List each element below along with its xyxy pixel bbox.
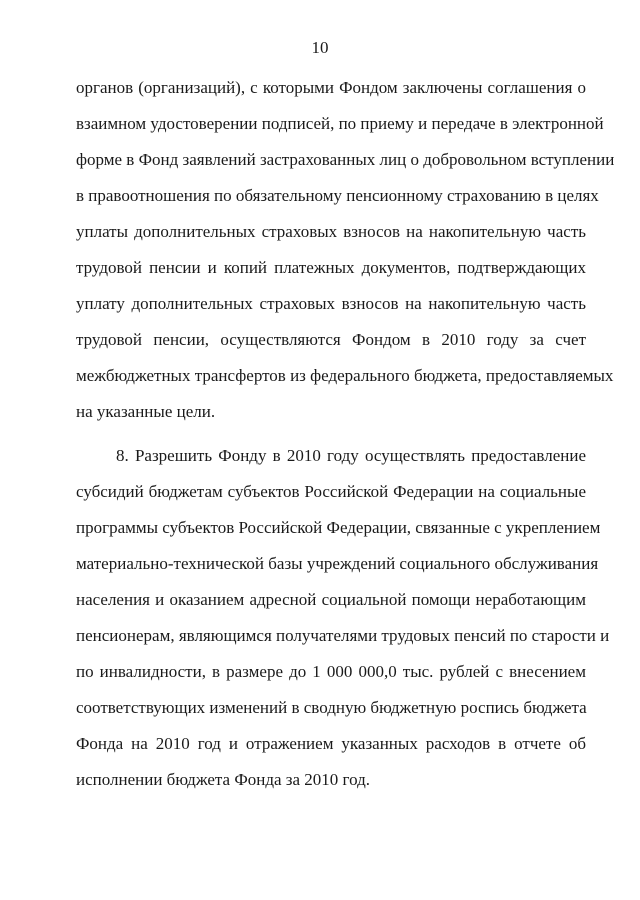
text-line: уплату дополнительных страховых взносов на накопительную часть [76,294,586,313]
text-line: материально-технической базы учреждений социального обслуживания [76,554,599,573]
text-line: Фонда на 2010 год и отражением указанных расходов в отчете об [76,734,586,753]
page-number: 10 [311,38,329,57]
text-line: пенсионерам, являющимся получателями трудовых пенсий по старости и [76,626,610,645]
text-line: соответствующих изменений в сводную бюджетную роспись бюджета [76,698,587,717]
text-line: трудовой пенсии и копий платежных документов, подтверждающих [76,258,586,277]
text-line: программы субъектов Российской Федерации, связанные с укреплением [76,518,601,537]
text-line: трудовой пенсии, осуществляются Фондом в 2010 году за счет [76,330,586,349]
text-line: органов (организаций), с которыми Фондом заключены соглашения о [76,78,586,97]
text-line: субсидий бюджетам субъектов Российской Федерации на социальные [76,482,586,501]
text-line: уплаты дополнительных страховых взносов на накопительную часть [76,222,586,241]
text-line: форме в Фонд заявлений застрахованных лиц о добровольном вступлении [76,150,615,169]
text-line: 8. Разрешить Фонду в 2010 году осуществлять предоставление [116,446,586,465]
text-line: межбюджетных трансфертов из федерального бюджета, предоставляемых [76,366,614,385]
text-line: по инвалидности, в размере до 1 000 000,0 тыс. рублей с внесением [76,662,586,681]
text-line: исполнении бюджета Фонда за 2010 год. [76,770,371,789]
text-line: на указанные цели. [76,402,216,421]
text-line: взаимном удостоверении подписей, по приему и передаче в электронной [76,114,604,133]
text-line: населения и оказанием адресной социальной помощи неработающим [76,590,586,609]
text-line: в правоотношения по обязательному пенсионному страхованию в целях [76,186,599,205]
